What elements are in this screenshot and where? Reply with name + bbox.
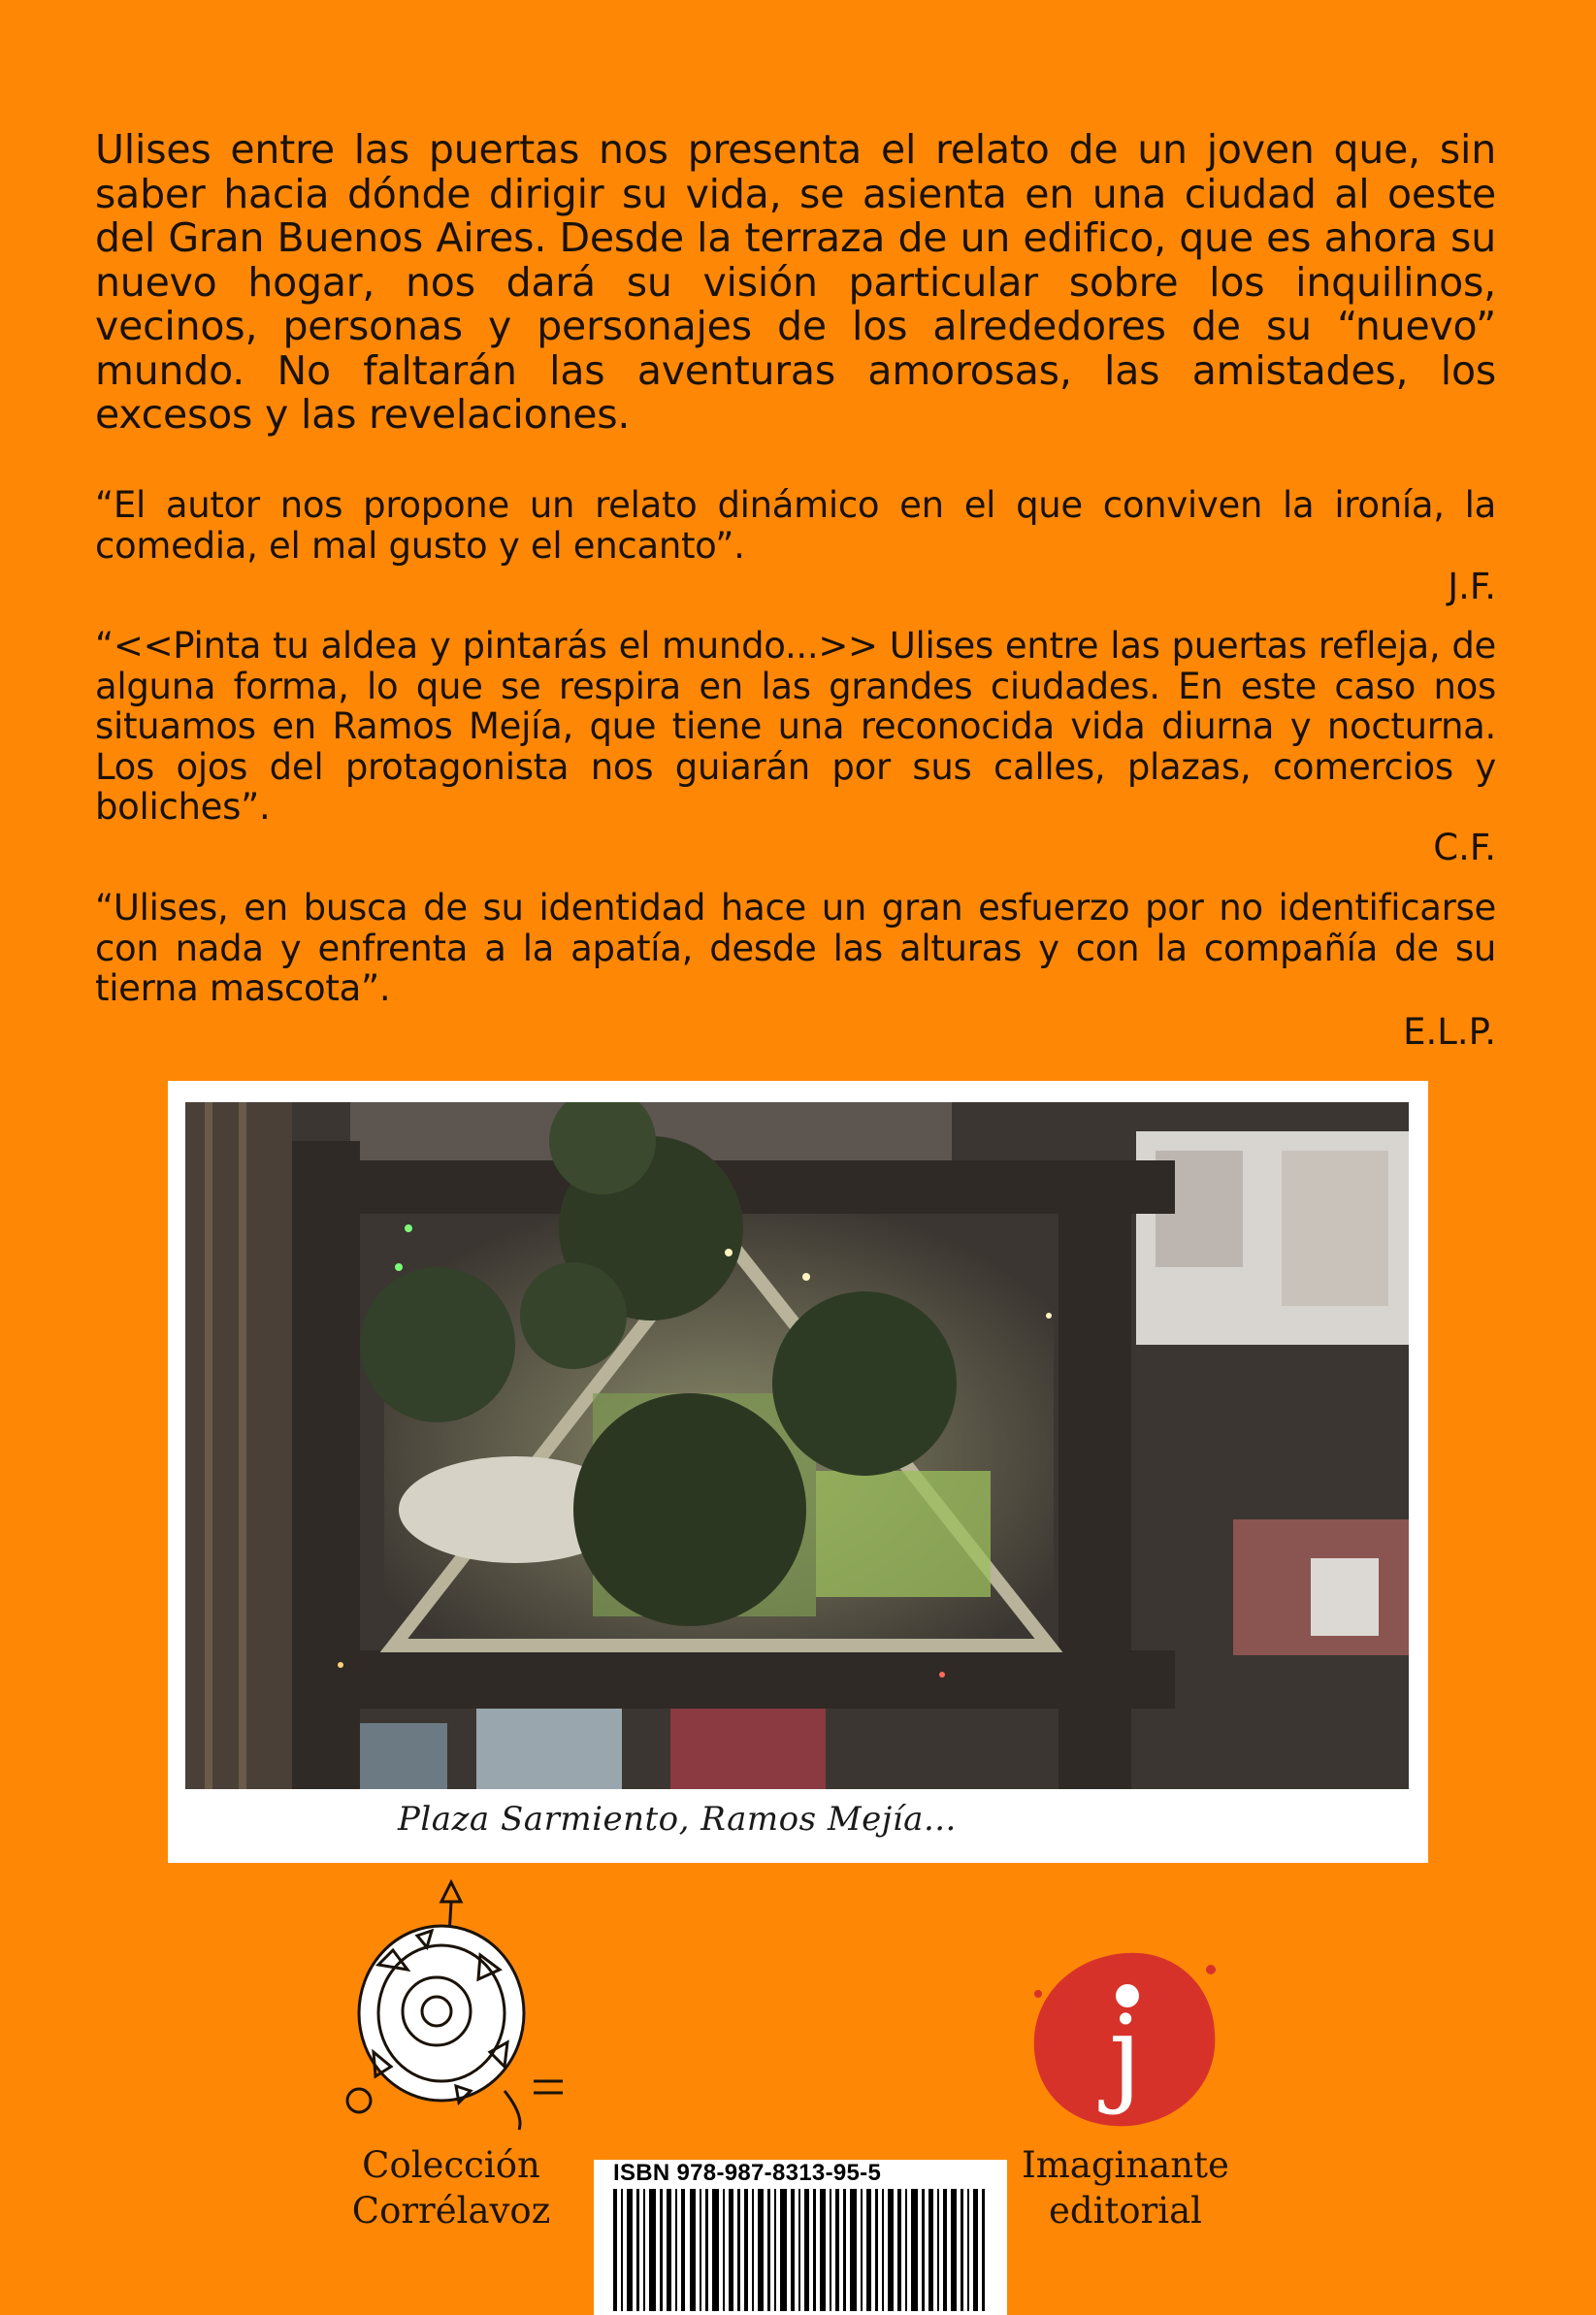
isbn-barcode (594, 2160, 1007, 2315)
correlavoz-line1: Colección (362, 2144, 540, 2186)
correlavoz-turtle-logo (335, 1877, 577, 2139)
quote-2-text: “<<Pinta tu aldea y pintarás el mundo...>> Ulises entre las puertas refleja, de alguna forma, lo que se respira en las grandes ciudades. En este caso nos situamos en Ramos Mejía, que tiene una reconocida vida diurna y nocturna. Los ojos del protagonista nos guiarán por sus calles, plazas, comercios y boliches”. (95, 625, 1496, 828)
synopsis-text: Ulises entre las puertas nos presenta el relato de un joven que, sin saber hacia dónde dirigir su vida, se asienta en una ciudad al oeste del Gran Buenos Aires. Desde la terraza de un edifico, que es ahora su nuevo hogar, nos dará su visión particular sobre los inquilinos, vecinos, personas y personajes de los alrededores de su “nuevo” mundo. No faltarán las aventuras amorosas, las amistades, los excesos y las revelaciones. (95, 126, 1496, 438)
isbn-text: ISBN 978-987-8313-95-5 (613, 2160, 882, 2186)
imaginante-logo (1009, 1936, 1242, 2149)
imaginante-logo-letter: j (1108, 1992, 1143, 2116)
quote-2-author: C.F. (1433, 827, 1496, 868)
barcode-bars (613, 2189, 992, 2311)
imaginante-name (1009, 2142, 1242, 2233)
imaginante-line2: editorial (1049, 2190, 1202, 2232)
correlavoz-line2: Corrélavoz (351, 2190, 551, 2232)
photo-frame (168, 1081, 1428, 1863)
photo-caption: Plaza Sarmiento, Ramos Mejía... (398, 1800, 957, 1839)
quote-1-text: “El autor nos propone un relato dinámico en el que conviven la ironía, la comedia, el mal gusto y el encanto”. (95, 484, 1496, 567)
imaginante-line1: Imaginante (1022, 2144, 1229, 2186)
correlavoz-name (330, 2142, 572, 2233)
quote-3-text: “Ulises, en busca de su identidad hace un gran esfuerzo por no identificarse con nada y enfrenta a la apatía, desde las alturas y con la compañía de su tierna mascota”. (95, 887, 1496, 1009)
quote-1-author: J.F. (1448, 566, 1496, 607)
quote-3-author: E.L.P. (1403, 1011, 1496, 1053)
aerial-plaza-photo (185, 1102, 1409, 1789)
